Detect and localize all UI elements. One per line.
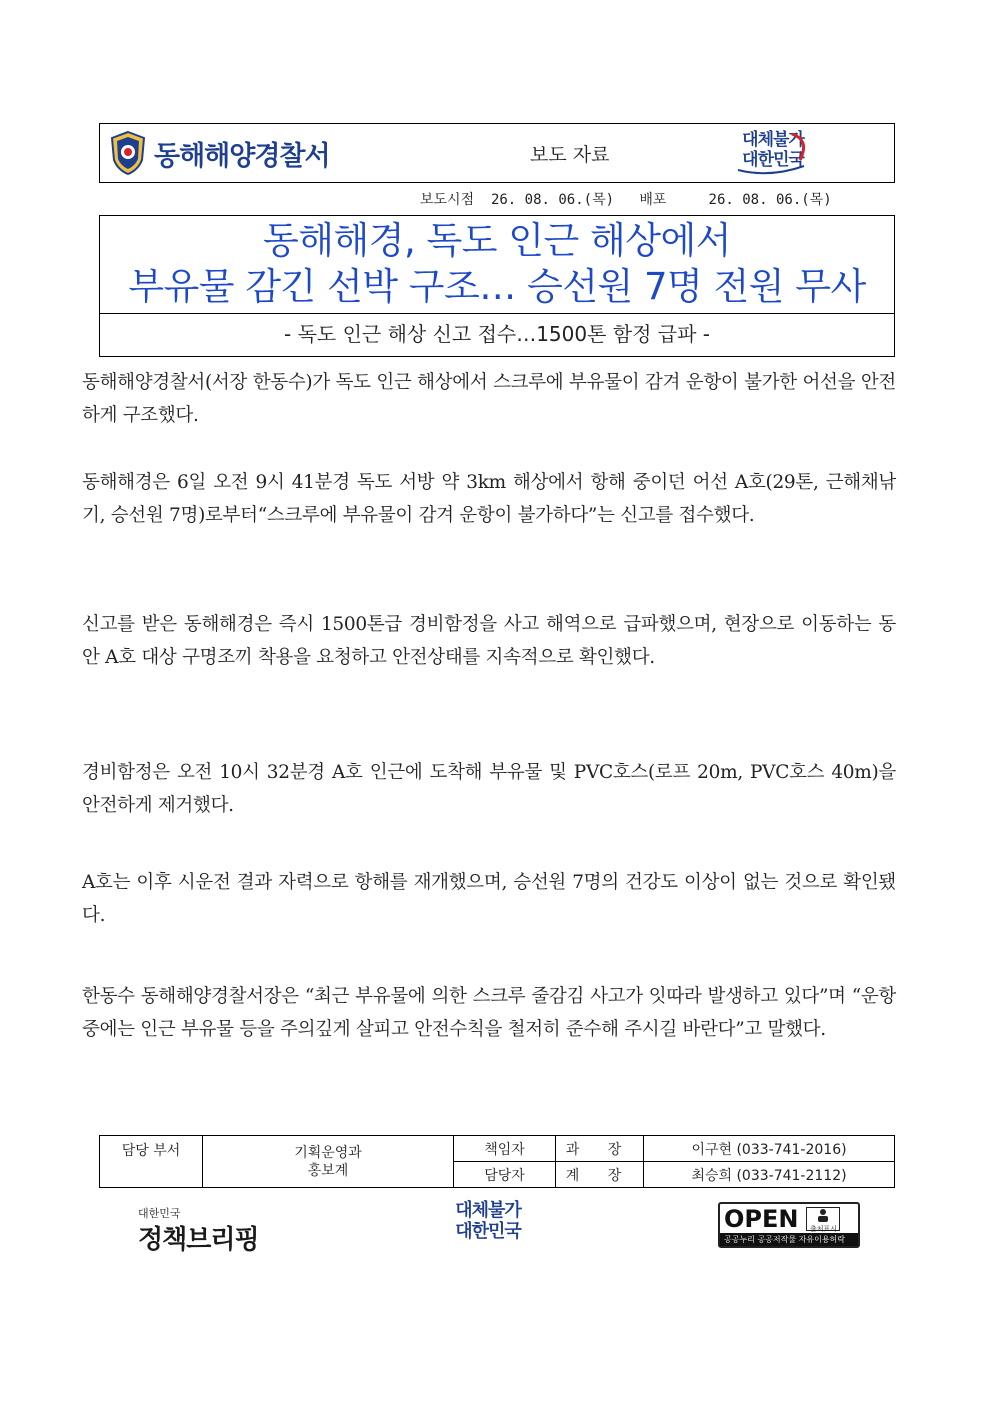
role-cell: 책임자 [454,1136,556,1162]
headline [100,216,894,314]
header-box [99,123,895,183]
dept-line1: 기획운영과 [294,1144,362,1161]
contact-table [99,1135,895,1188]
policy-logo-small: 대한민국 [138,1207,181,1220]
slogan-line2: 대한민국 [742,150,804,170]
slogan-logo-footer [438,1200,538,1248]
headline-line1: 동해해경, 독도 인근 해상에서 [263,219,731,262]
slogan-footer-line1: 대체불가 [455,1200,521,1221]
table-row [100,1136,895,1162]
release-info: 보도시점 26. 08. 06.(목) 배포 26. 08. 06.(목) [420,192,832,208]
title-box [99,215,895,357]
paragraph-3: 신고를 받은 동해해경은 즉시 1500톤급 경비함정을 사고 해역으로 급파했으며, 현장으로 이동하는 동안 A호 대상 구명조끼 착용을 요청하고 안전상태를 지속적으로 확인했다. [82,614,896,668]
coast-guard-emblem-icon [108,130,148,176]
kogl-open-badge [718,1202,860,1248]
slogan-line1: 대체불가 [742,130,804,150]
position-cell: 계 장 [556,1162,644,1188]
org-logo [108,130,408,176]
attribution-icon [806,1207,840,1231]
dept-label: 담당 부서 [100,1136,203,1188]
open-badge-bottom: 공공누리 공공저작물 자유이용허락 [720,1233,858,1246]
position-cell: 과 장 [556,1136,644,1162]
headline-line2: 부유물 감긴 선박 구조… 승선원 7명 전원 무사 [128,265,866,308]
slogan-logo [730,130,816,178]
person-icon [807,1208,839,1222]
person-cell: 이구현 (033-741-2016) [644,1136,895,1162]
role-cell: 담당자 [454,1162,556,1188]
paragraph-6: 한동수 동해해양경찰서장은 “최근 부유물에 의한 스크루 줄감김 사고가 잇따라 발생하고 있다”며 “운항중에는 인근 부유물 등을 주의깊게 살피고 안전수칙을 철저히 준수해 주시길 바란다”고 말했다. [82,986,896,1040]
policy-briefing-logo [138,1205,259,1256]
open-by-label: 출처표시 [809,1224,838,1233]
policy-logo-big: 정책브리핑 [138,1225,259,1255]
paragraph-5: A호는 이후 시운전 결과 자력으로 항해를 재개했으며, 승선원 7명의 건강도 이상이 없는 것으로 확인됐다. [82,872,896,926]
paragraph-4: 경비함정은 오전 10시 32분경 A호 인근에 도착해 부유물 및 PVC호스(로프 20m, PVC호스 40m)을 안전하게 제거했다. [82,762,896,816]
person-cell: 최승희 (033-741-2112) [644,1162,895,1188]
dept-line2: 홍보계 [307,1162,349,1179]
paragraph-1: 동해해양경찰서(서장 한동수)가 독도 인근 해상에서 스크루에 부유물이 감겨 운항이 불가한 어선을 안전하게 구조했다. [82,372,896,426]
paragraph-2: 동해해경은 6일 오전 9시 41분경 독도 서방 약 3km 해상에서 항해 중이던 어선 A호(29톤, 근해채낚기, 승선원 7명)로부터“스크루에 부유물이 감겨 운항이 불가하다”는 신고를 접수했다. [82,472,896,526]
org-name: 동해해양경찰서 [154,140,330,172]
slogan-footer-line2: 대한민국 [455,1221,521,1242]
open-word: OPEN [724,1204,799,1233]
open-badge-top [720,1204,858,1233]
doc-type: 보도 자료 [530,144,610,166]
subtitle: - 독도 인근 해상 신고 접수…1500톤 함정 급파 - [284,322,710,346]
slogan-swoosh-icon [730,130,816,178]
dept-name [203,1136,454,1188]
